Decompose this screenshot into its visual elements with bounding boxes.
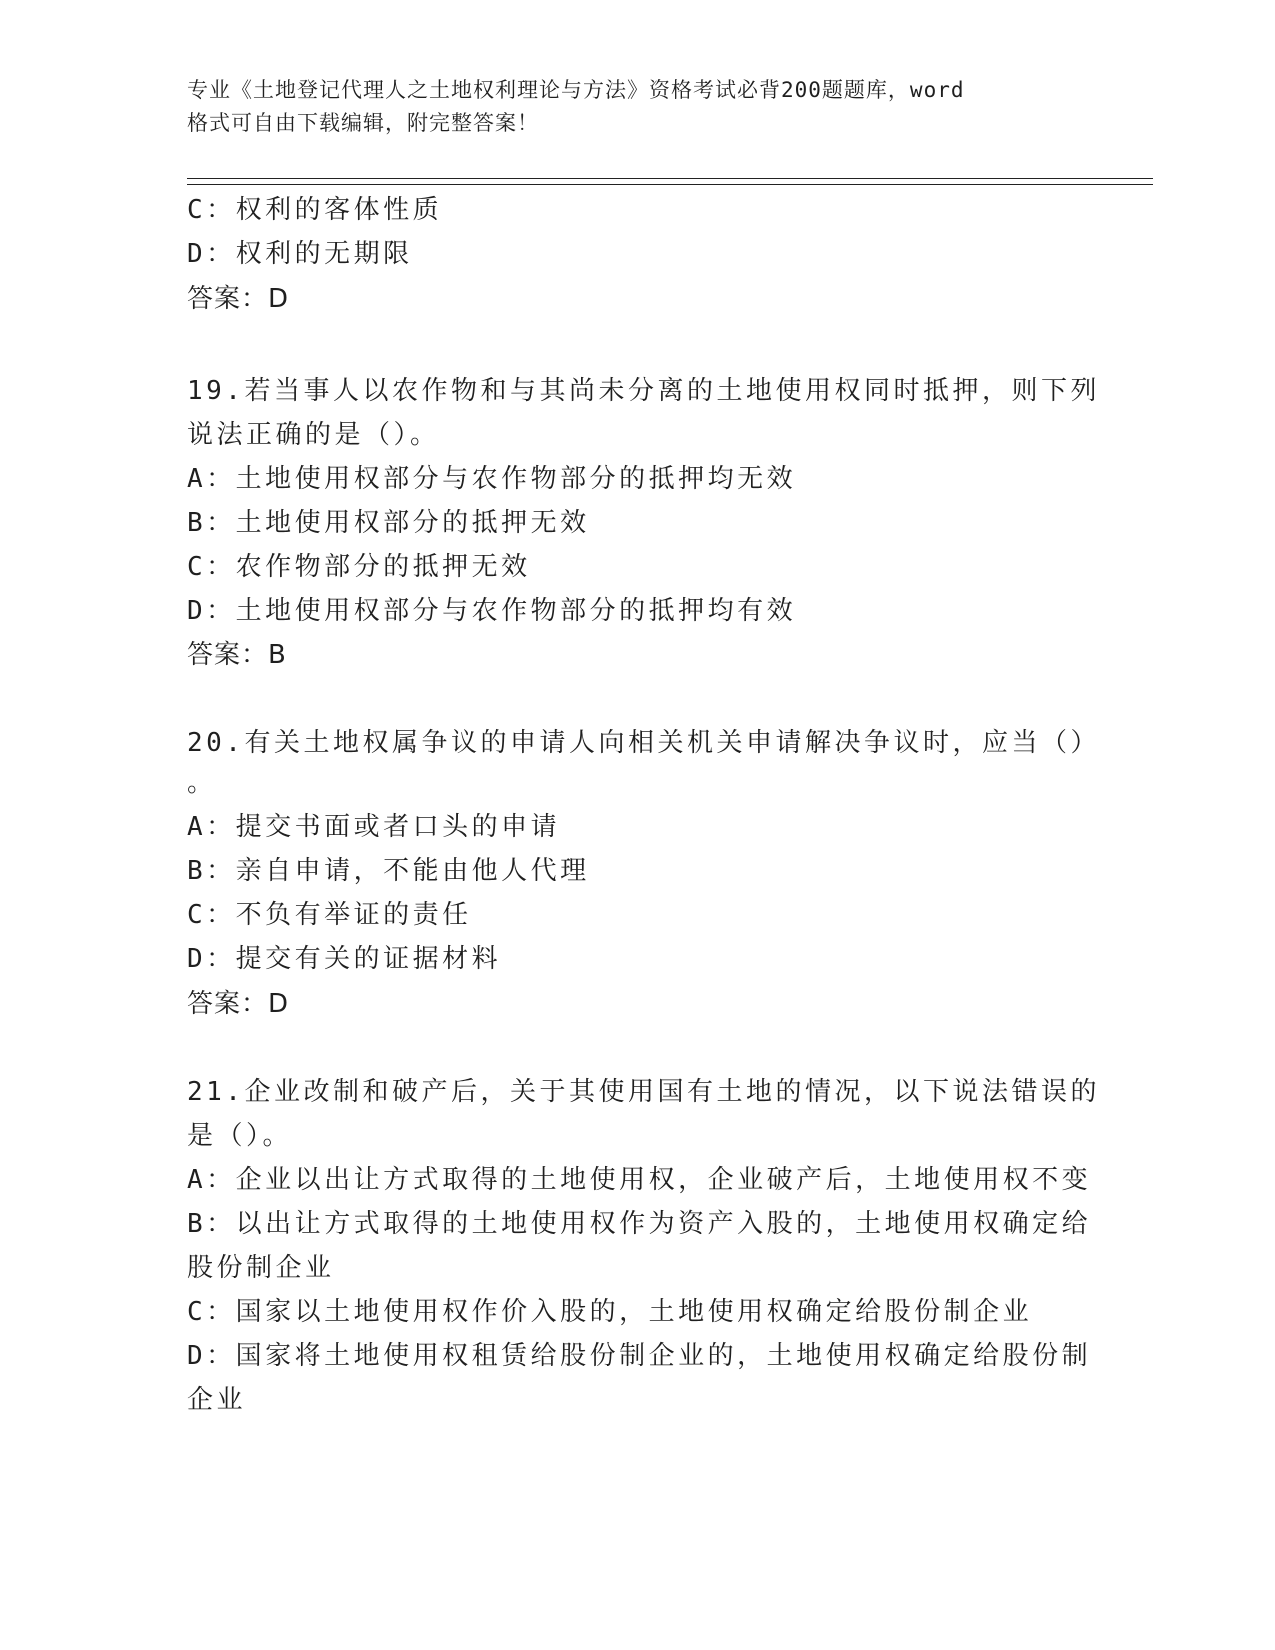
q19-option-c: C：农作物部分的抵押无效	[187, 552, 531, 582]
q20-option-c: C：不负有举证的责任	[187, 900, 472, 930]
q18-option-d: D：权利的无期限	[187, 239, 413, 269]
q21-option-b-line-2: 股份制企业	[187, 1253, 335, 1283]
q20-option-d: D：提交有关的证据材料	[187, 944, 502, 974]
q19-option-a: A：土地使用权部分与农作物部分的抵押均无效	[187, 464, 797, 494]
q21-option-b-line-1: B：以出让方式取得的土地使用权作为资产入股的，土地使用权确定给	[187, 1209, 1092, 1239]
q18-answer: 答案：D	[187, 284, 290, 314]
q20-option-a: A：提交书面或者口头的申请	[187, 812, 561, 842]
document-header	[187, 74, 1067, 140]
q19-stem-line-1: 19.若当事人以农作物和与其尚未分离的土地使用权同时抵押，则下列	[187, 376, 1100, 406]
header-divider-bottom	[187, 184, 1153, 185]
q19-stem-line-2: 说法正确的是（）。	[187, 420, 440, 450]
q19-option-b: B：土地使用权部分的抵押无效	[187, 508, 590, 538]
q21-option-c: C：国家以土地使用权作价入股的，土地使用权确定给股份制企业	[187, 1297, 1033, 1327]
q21-stem-line-1: 21.企业改制和破产后，关于其使用国有土地的情况，以下说法错误的	[187, 1077, 1100, 1107]
q21-option-a: A：企业以出让方式取得的土地使用权，企业破产后，土地使用权不变	[187, 1165, 1092, 1195]
q21-option-d-line-1: D：国家将土地使用权租赁给股份制企业的，土地使用权确定给股份制	[187, 1341, 1092, 1371]
q21-stem-line-2: 是（）。	[187, 1121, 293, 1151]
q18-option-c: C：权利的客体性质	[187, 195, 443, 225]
header-line-1: 专业《土地登记代理人之土地权利理论与方法》资格考试必背200题题库，word	[187, 78, 965, 102]
header-divider-top	[187, 178, 1153, 179]
q20-stem-line-1: 20.有关土地权属争议的申请人向相关机关申请解决争议时，应当（）	[187, 728, 1100, 758]
q21-option-d-line-2: 企业	[187, 1385, 247, 1415]
header-line-2: 格式可自由下载编辑，附完整答案！	[187, 111, 539, 135]
q20-option-b: B：亲自申请，不能由他人代理	[187, 856, 590, 886]
q20-stem-line-2: 。	[187, 768, 217, 798]
q19-answer: 答案：B	[187, 640, 287, 670]
q20-answer: 答案：D	[187, 989, 290, 1019]
q19-option-d: D：土地使用权部分与农作物部分的抵押均有效	[187, 596, 797, 626]
